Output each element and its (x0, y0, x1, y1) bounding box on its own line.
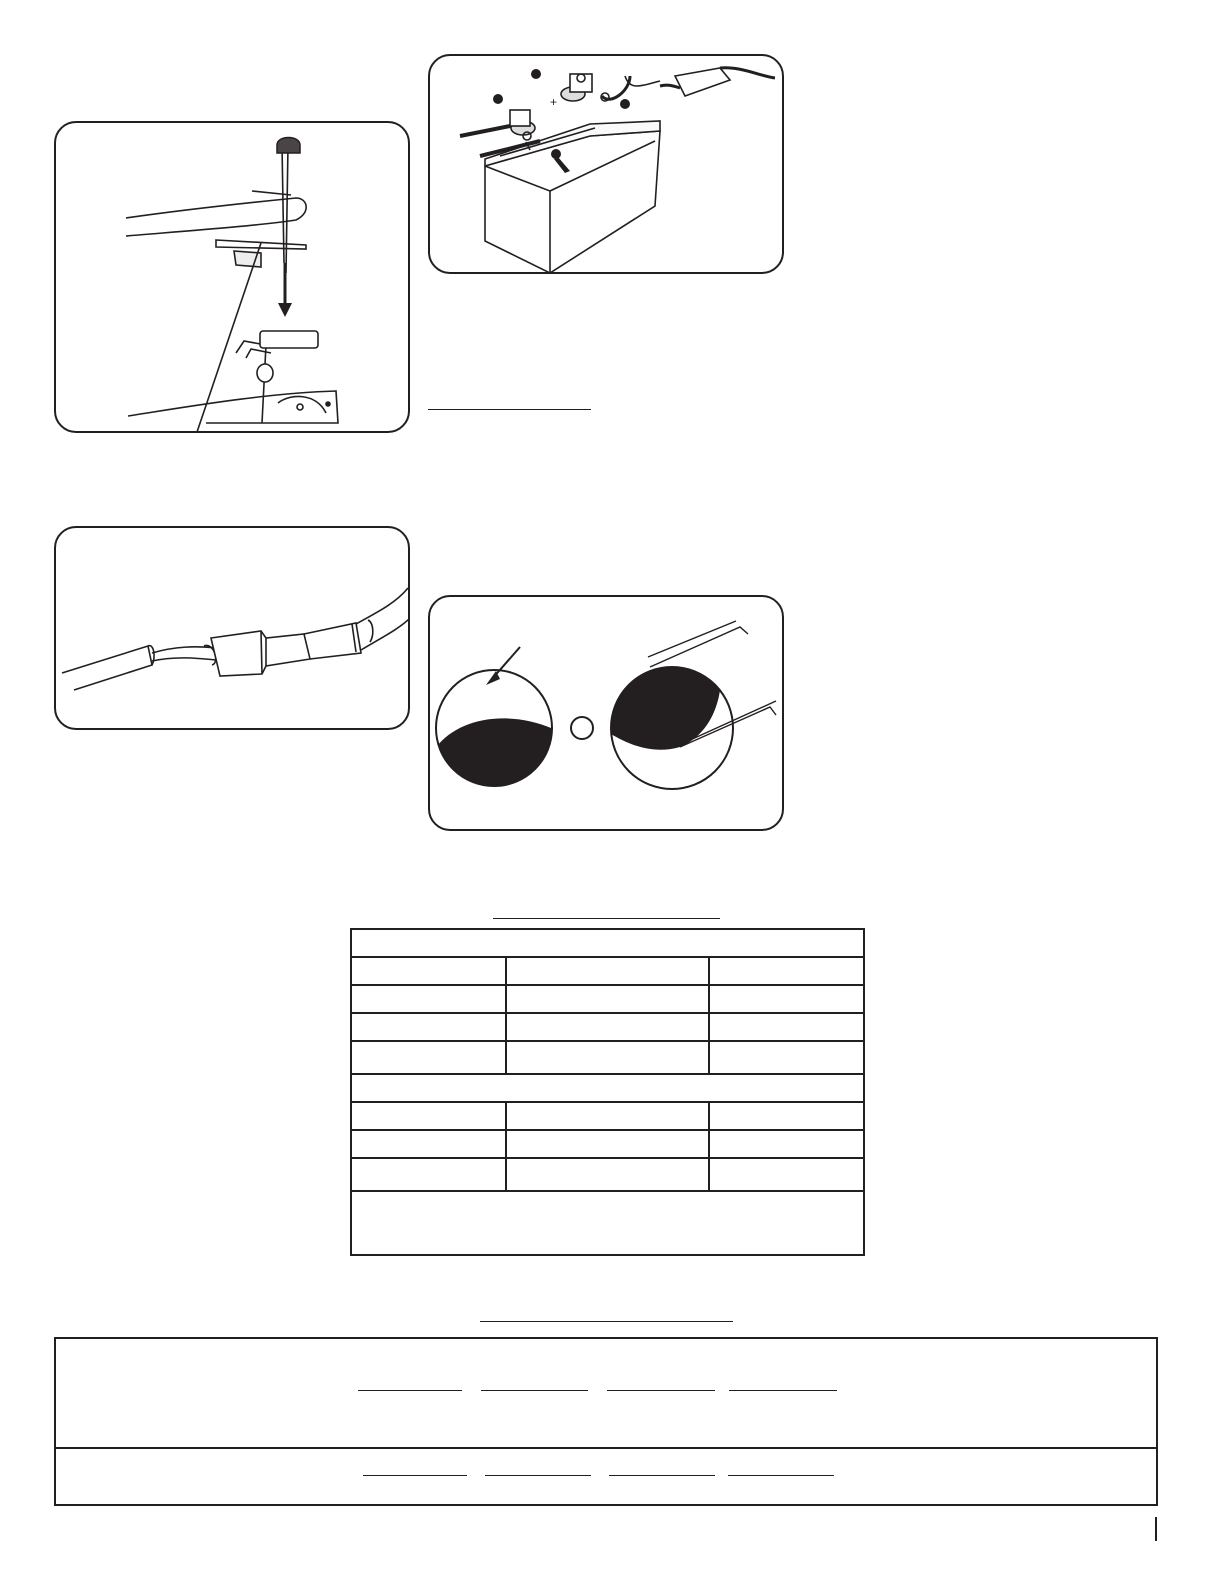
blank-line (609, 1475, 715, 1476)
table-row (351, 1130, 864, 1158)
table-row (351, 1102, 864, 1130)
figure-connector (54, 526, 410, 730)
blank-line (358, 1390, 462, 1391)
table-row (351, 1041, 864, 1074)
specification-table (350, 928, 865, 1256)
blank-line (363, 1475, 467, 1476)
battery-terminal-icon (430, 56, 784, 274)
table-heading-rule (493, 918, 720, 919)
section-heading-rule-1 (428, 409, 591, 410)
table-row (351, 1013, 864, 1041)
info-box-upper (54, 1337, 1158, 1449)
figure-battery (428, 54, 784, 274)
table-section-row-1 (351, 929, 864, 957)
figure-indicator (428, 595, 784, 831)
info-box-lower (54, 1447, 1158, 1506)
blank-line (481, 1390, 588, 1391)
table-row (351, 1158, 864, 1191)
blank-line (485, 1475, 591, 1476)
page-margin-bar (1155, 1517, 1157, 1541)
blank-line (728, 1475, 834, 1476)
blank-line (607, 1390, 715, 1391)
table-row (351, 985, 864, 1013)
figure-light-install (54, 121, 410, 433)
blank-line (729, 1390, 837, 1391)
bottom-heading-rule (480, 1321, 733, 1322)
table-section-row-2 (351, 1074, 864, 1102)
charge-indicator-icon (430, 597, 784, 831)
table-row (351, 957, 864, 985)
light-harness-install-icon (56, 123, 410, 433)
table-note-row (351, 1191, 864, 1255)
wire-connector-icon (56, 528, 410, 730)
battery-polarity-mark: + (550, 95, 558, 109)
